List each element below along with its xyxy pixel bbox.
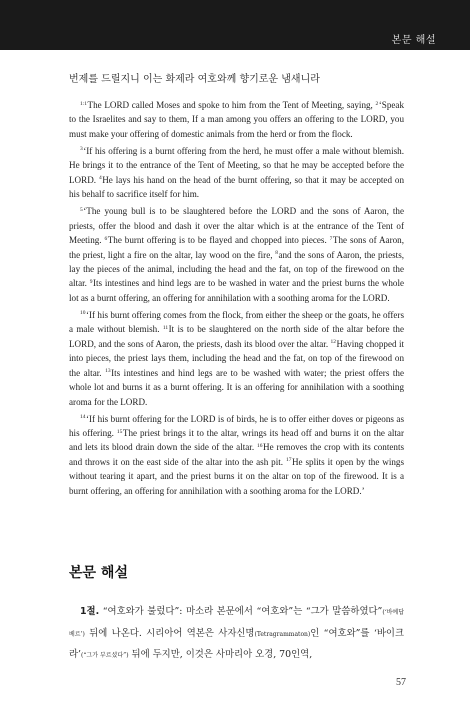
verse-number: 8 <box>275 250 278 257</box>
commentary-note: (“그가 부르셨다”) <box>81 652 129 659</box>
verse-text: and the sons of Aaron, the priests, lay the pieces of the animal, including the head and the fat, on top of the firewood on the altar. <box>69 249 405 289</box>
verse-number: 13 <box>105 368 111 375</box>
verse-number: 12 <box>330 339 337 346</box>
verse-text: ‘If his burnt offering for the LORD is of birds, he is to offer either doves or pigeons as his offering. <box>69 413 404 438</box>
passage-subtitle: 번제를 드릴지니 이는 화제라 여호와께 향기로운 냄새니라 <box>69 74 320 85</box>
verse-text: The sons of Aaron, the priest, light a fire on the altar, lay wood on the fire, <box>69 235 404 260</box>
page-number: 57 <box>396 677 406 688</box>
verse-text: Having chopped it into pieces, the priest lays them, including the head and the fat, on top of the firewood on the altar. <box>69 338 404 378</box>
verse-number: 5 <box>80 206 83 213</box>
verse-number: 4 <box>98 175 102 182</box>
verse-text: He splits it open by the wings without tearing it apart, and the priest burns it on the altar on top of the firewood. It is a burnt offering, an offering for annihilation with a soothing aroma for the LORD.’ <box>69 456 405 496</box>
commentary-note: (Tetragrammaton) <box>254 630 311 638</box>
verse-text: The burnt offering is to be flayed and chopped into pieces. <box>107 235 327 246</box>
verse-text: ‘If his offering is a burnt offering from the herd, he must offer a male without blemish. He brings it to the entrance of the Tent of Meeting, so that he may be accepted before the LORD. <box>69 145 404 185</box>
running-header-bar <box>0 0 470 50</box>
verse-number: 9 <box>89 279 93 286</box>
verse-number: 6 <box>104 235 108 242</box>
verse-number: 10 <box>80 310 86 317</box>
scripture-translation <box>69 98 404 501</box>
commentary-note: (‘바예답베르’) <box>69 609 404 638</box>
commentary-text: 뒤에 두지만, 이것은 사마리아 오경, 70인역, <box>128 649 313 660</box>
verse-text: It is to be slaughtered on the north side of the altar before the LORD, and the sons of Aaron, the priests, dash its blood over the altar. <box>69 324 405 349</box>
verse-number: 1:1 <box>80 100 88 107</box>
paragraph-verses-3-4 <box>69 144 404 202</box>
verse-text: ‘The young bull is to be slaughtered before the LORD and the sons of Aaron, the priests, offer the blood and dash it over the altar which is at the entrance of the Tent of Meeting. <box>69 206 404 246</box>
verse-number: 2 <box>375 100 379 107</box>
verse-number: 7 <box>329 235 333 242</box>
verse-text: Its intestines and hind legs are to be washed with water; the priest offers the whole lot and burns it as a burnt offering. It is an offering for annihilation with a soothing aroma for the LORD. <box>69 367 404 407</box>
commentary-body <box>69 602 404 667</box>
verse-text: The priest brings it to the altar, wrings its head off and burns it on the altar and lets its blood drain down the side of the altar. <box>69 427 404 453</box>
commentary-text: “여호와가 불렀다”: 마소라 본문에서 “여호와”는 “그가 말씀하였다” <box>102 606 383 617</box>
verse-text: ‘Speak to the Israelites and say to them, If a man among you offers an offering to the LORD, you must make your offering of domestic animals from the herd or from the flock. <box>69 100 404 139</box>
verse-text: Its intestines and hind legs are to be washed in water and the priest burns the whole lot as a burnt offering, an offering for annihilation with a soothing aroma for the LORD. <box>69 278 405 303</box>
verse-number: 17 <box>285 457 292 464</box>
paragraph-verses-1-2 <box>69 98 404 141</box>
verse-text: He lays his hand on the head of the burnt offering, so that it may be accepted on his behalf to sacrifice itself for him. <box>69 174 405 200</box>
verse-text: The LORD called Moses and spoke to him from the Tent of Meeting, saying, <box>87 100 373 110</box>
section-heading: 본문 해설 <box>69 565 128 581</box>
verse-number: 15 <box>116 428 123 435</box>
commentary-text: 인 “여호와”를 ‘바이크라’ <box>69 627 404 660</box>
running-header-title: 본문 해설 <box>391 35 436 46</box>
verse-text: He removes the crop with its contents and throws it on the east side of the altar into the ash pit. <box>69 442 405 467</box>
paragraph-verses-14-17 <box>69 412 404 499</box>
verse-text: ‘If his burnt offering comes from the flock, from either the sheep or the goats, he offers a male without blemish. <box>69 309 404 335</box>
verse-number: 16 <box>257 443 263 450</box>
commentary-verse-label: 1절. <box>80 606 100 617</box>
paragraph-verses-5-9 <box>69 204 404 305</box>
commentary-text: 뒤에 나온다. 시리아어 역본은 사자신명 <box>84 627 255 639</box>
verse-number: 11 <box>162 324 169 331</box>
paragraph-verses-10-13 <box>69 308 404 409</box>
commentary-paragraph <box>69 602 404 667</box>
verse-number: 3 <box>80 146 83 153</box>
verse-number: 14 <box>80 414 86 421</box>
